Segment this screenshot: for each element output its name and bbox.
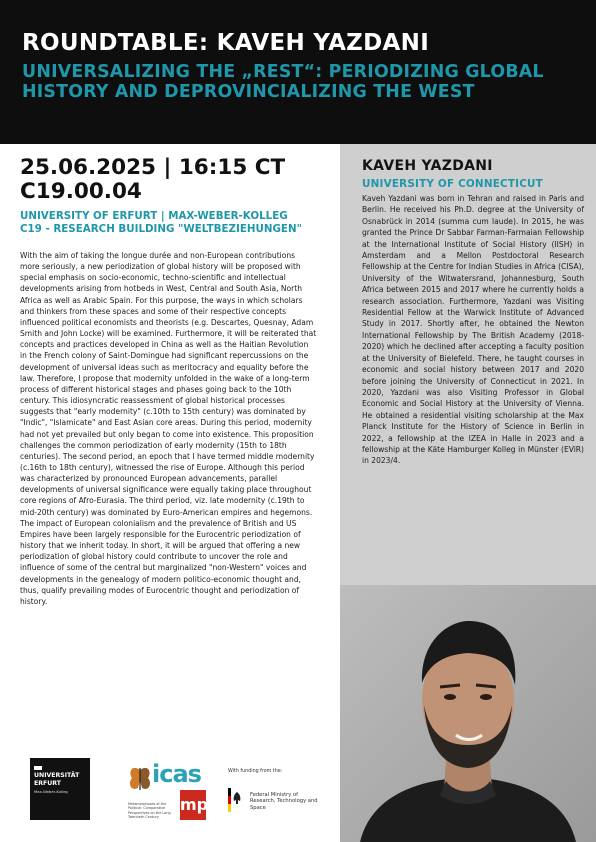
speaker-affiliation: UNIVERSITY OF CONNECTICUT	[362, 178, 543, 190]
funding-label: With funding from the:	[228, 769, 283, 774]
venue-line-1: UNIVERSITY OF ERFURT | MAX-WEBER-KOLLEG	[20, 210, 288, 222]
abstract-text: With the aim of taking the longue durée and non-European contributions more seriously, a new periodization of global history will be proposed with special emphasis on socio-economic, techno-scientific and intellectual developments arising from hotbeds in West, Central and South Asia, North Africa as well as Arabic Spain. For this purpose, the ways in which scholars and thinkers from these spaces and some of their respective concepts influenced political economists and theorists (e.g. Descartes, Quesnay, Adam Smith and John Locke) will be examined. Furthermore, it will be reiterated that concepts and practices developed in China as well as the Haitian Revolution in the French colony of Saint-Domingue had significant repercussions on the development of universal ideas such as meritocracy and equality before the law. Therefore, I propose that modernity unfolded in the wake of a long-term process of different historical stages and phases going back to the 10th century. This idiosyncratic reassessment of global historical processes suggests that "early modernity" (c.10th to 15th century) was dominated by "Indic", "Islamicate" and East Asian core areas. During this period, modernity had not yet prevailed but only began to come into existence. This proposition challenges the common periodization of early modernity (15th to 18th centuries). The second period, an epoch that I have termed middle modernity (c.16th to 18th century), witnessed the rise of Europe. Although this period was characterized by pronounced European advancements, parallel developments of universal significance were equally taking place throughout core regions of Afro-Eurasia. The third period, viz. late modernity (c.19th to mid-20th century) was dominated by Euro-American empires and hegemons. The impact of European colonialism and the prevalence of British and US Empires have been largely responsible for the Eurocentric periodization of history that we inherit today. In short, it will be argued that offering a new periodization of global history could contribute to uncover the role and influence of some of the central but marginalized "non-Western" voices and developments in the genealogy of modern politico-economic thought and, thus, qualify prevailing modes of Eurocentric thought and periodization of history.	[20, 251, 317, 606]
venue-line-2: C19 - RESEARCH BUILDING "WELTBEZIEHUNGEN"	[20, 223, 302, 235]
ministry-name: Federal Ministry of Research, Technology and Space	[250, 792, 318, 811]
speaker-photo	[340, 585, 596, 842]
uni-logo-line-1: UNIVERSITÄT	[34, 772, 80, 779]
subtitle-line-1: UNIVERSALIZING THE „REST“: PERIODIZING GLOBAL	[22, 62, 544, 82]
event-title: ROUNDTABLE: KAVEH YAZDANI	[22, 30, 430, 56]
speaker-name: KAVEH YAZDANI	[362, 158, 493, 174]
icas-mp-badge: mp	[180, 790, 206, 820]
university-erfurt-logo	[30, 758, 90, 820]
butterfly-icon	[128, 764, 152, 798]
event-venue	[20, 210, 320, 236]
uni-logo-line-2: ERFURT	[34, 780, 61, 787]
subtitle-line-2: HISTORY AND DEPROVINCIALIZING THE WEST	[22, 82, 475, 102]
event-details	[20, 156, 320, 236]
icas-wordmark: icas	[152, 760, 201, 788]
icas-mp-logo	[128, 760, 208, 830]
uni-logo-line-3: Max-Weber-Kolleg	[34, 789, 68, 794]
header-banner	[0, 0, 596, 144]
event-room: C19.00.04	[20, 179, 142, 204]
speaker-portrait-image	[340, 585, 596, 842]
speaker-bio: Kaveh Yazdani was born in Tehran and raised in Paris and Berlin. He received his Ph.D. degree at the University of Osnabrück in 2014 (summa cum laude). In 2015, he was granted the Prince Dr Sabbar Farman-Farmaian Fellowship at the International Institute of Social History (IISH) in Amsterdam and a Mellon Postdoctoral Research Fellowship at the Centre for Indian Studies in Africa (CISA), University of the Witwatersrand, Johannesburg, South Africa between 2015 and 2017 where he currently holds a research association. Furthermore, Yazdani was Visiting Residential Fellow at the Warwick Institute of Advanced Study in 2017. Shortly after, he obtained the Newton International Fellowship by The British Academy (2018-2020) which he declined after accepting a faculty position at the University of Bielefeld. There, he taught courses in economic and social history between 2017 and 2020 before joining the University of Connecticut in 2021. In 2020, Yazdani was also Visiting Professor in Global Economic and Social History at the University of Vienna. He obtained a residential visiting scholarship at the Max Planck Institute for the History of Science in Berlin in 2022, a fellowship at the IZEA in Halle in 2023 and a fellowship at the Käte Hamburger Kolleg in Münster (EViR) in 2023/4.	[362, 194, 584, 466]
icas-caption: Metamorphoses of the Political: Comparative Perspectives on the Long Twentieth Century	[128, 802, 171, 820]
logo-bar-icon	[34, 766, 42, 770]
event-subtitle	[22, 62, 582, 102]
federal-eagle-icon	[228, 788, 244, 812]
event-datetime: 25.06.2025 | 16:15 CT	[20, 155, 286, 180]
